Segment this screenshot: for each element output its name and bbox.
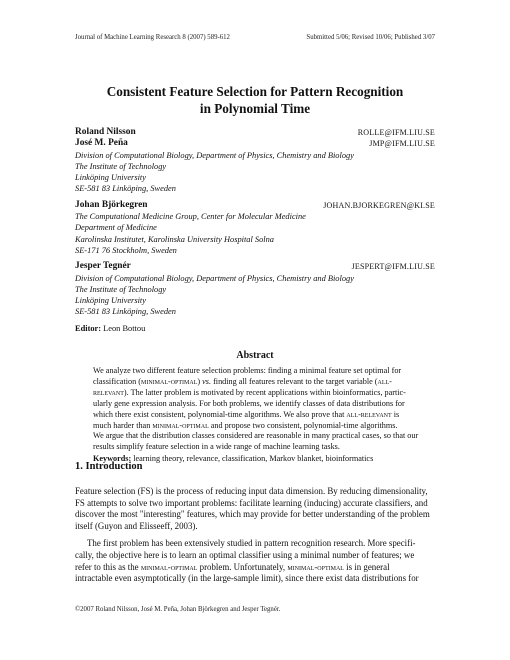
affiliation-line: The Institute of Technology bbox=[75, 284, 167, 294]
author-name: Jesper Tegnér bbox=[75, 261, 131, 272]
section-heading-introduction: 1. Introduction bbox=[75, 461, 143, 472]
copyright-footer: ©2007 Roland Nilsson, José M. Peña, Johan Björkegren and Jesper Tegnér. bbox=[75, 606, 281, 613]
abstract-heading: Abstract bbox=[236, 350, 274, 361]
body-line: itself (Guyon and Elisseeff, 2003). bbox=[75, 520, 198, 531]
affiliation-line: The Computational Medicine Group, Center for Molecular Medicine bbox=[75, 212, 306, 222]
title-line-2: in Polynomial Time bbox=[199, 100, 311, 116]
affiliation-line: Karolinska Institutet, Karolinska University Hospital Solna bbox=[75, 234, 274, 244]
affiliation-line: SE-581 83 Linköping, Sweden bbox=[75, 184, 176, 194]
introduction-body bbox=[75, 486, 435, 585]
body-line: discover the most "interesting" features, which may provide for better understanding of the problem bbox=[75, 509, 430, 520]
body-line: The first problem has been extensively studied in pattern recognition research. More specifi- bbox=[87, 538, 416, 549]
affiliation-line: SE-171 76 Stockholm, Sweden bbox=[75, 245, 177, 255]
editor-name: Leon Bottou bbox=[103, 324, 146, 333]
abstract-line: classification (minimal-optimal) vs. finding all features relevant to the target variable (all- bbox=[93, 376, 392, 386]
abstract-line: ularly gene expression analysis. For both problems, we identify classes of data distributions for bbox=[93, 398, 405, 408]
body-line: Feature selection (FS) is the process of reducing input data dimension. By reducing dimensionality, bbox=[75, 486, 428, 496]
body-line: FS attempts to solve two important problems: facilitate learning (inducing) accurate classifiers, and bbox=[75, 497, 428, 508]
affiliation-line: Linköping University bbox=[75, 296, 146, 306]
body-line: refer to this as the minimal-optimal problem. Unfortunately, minimal-optimal is in general bbox=[75, 561, 390, 572]
abstract-line: We argue that the distribution classes considered are reasonable in many practical cases, so that our bbox=[93, 431, 419, 441]
author-email: JESPERT@IFM.LIU.SE bbox=[351, 262, 435, 272]
title-line-1: Consistent Feature Selection for Pattern Recognition bbox=[106, 84, 404, 99]
keywords-label: Keywords: bbox=[93, 454, 132, 464]
paragraph-2 bbox=[75, 538, 435, 584]
body-line: cally, the objective here is to learn an optimal classifier using a minimal number of features; we bbox=[75, 549, 415, 560]
affiliation-line: Linköping University bbox=[75, 173, 146, 183]
author-email: ROLLE@IFM.LIU.SE bbox=[357, 128, 435, 137]
author-group-1 bbox=[75, 127, 435, 195]
paragraph-1 bbox=[75, 486, 435, 532]
affiliation-line: Division of Computational Biology, Department of Physics, Chemistry and Biology bbox=[75, 273, 354, 283]
keywords-list: learning theory, relevance, classification, Markov blanket, bioinformatics bbox=[133, 454, 374, 464]
author-email: JOHAN.BJORKEGREN@KI.SE bbox=[323, 200, 435, 210]
submission-dates: Submitted 5/06; Revised 10/06; Published 3/07 bbox=[306, 34, 435, 41]
author-group-3 bbox=[75, 261, 435, 317]
author-group-2 bbox=[75, 200, 435, 256]
abstract-line: results simplify feature selection in a wide range of machine learning tasks. bbox=[93, 442, 340, 452]
paper-title bbox=[0, 84, 510, 117]
author-block bbox=[75, 127, 435, 323]
author-email: JMP@IFM.LIU.SE bbox=[369, 139, 435, 149]
affiliation-line: Department of Medicine bbox=[75, 223, 157, 233]
author-name: José M. Peña bbox=[75, 138, 128, 149]
journal-citation: Journal of Machine Learning Research 8 (2007) 589-612 bbox=[75, 34, 230, 41]
abstract-line: We analyze two different feature selection problems: finding a minimal feature set optimal for bbox=[93, 366, 402, 375]
abstract-line: relevant). The latter problem is motivated by recent applications within bioinformatics, partic- bbox=[93, 387, 406, 397]
author-name: Johan Björkegren bbox=[75, 199, 148, 210]
affiliation-line: Division of Computational Biology, Department of Physics, Chemistry and Biology bbox=[75, 150, 354, 160]
body-line: intractable even asymptotically (in the large-sample limit), since there exist data distributions for bbox=[75, 573, 419, 584]
affiliation-line: The Institute of Technology bbox=[75, 161, 167, 171]
editor-label: Editor: bbox=[75, 324, 102, 333]
author-name: Roland Nilsson bbox=[75, 127, 136, 137]
affiliation-line: SE-581 83 Linköping, Sweden bbox=[75, 307, 176, 317]
editor-line bbox=[75, 324, 145, 333]
abstract-line: much harder than minimal-optimal and propose two consistent, polynomial-time algorithms. bbox=[93, 420, 398, 430]
running-header bbox=[75, 34, 435, 41]
abstract-line: which there exist consistent, polynomial-time algorithms. We also prove that all-relevant is bbox=[93, 409, 400, 419]
abstract-body bbox=[93, 366, 423, 465]
